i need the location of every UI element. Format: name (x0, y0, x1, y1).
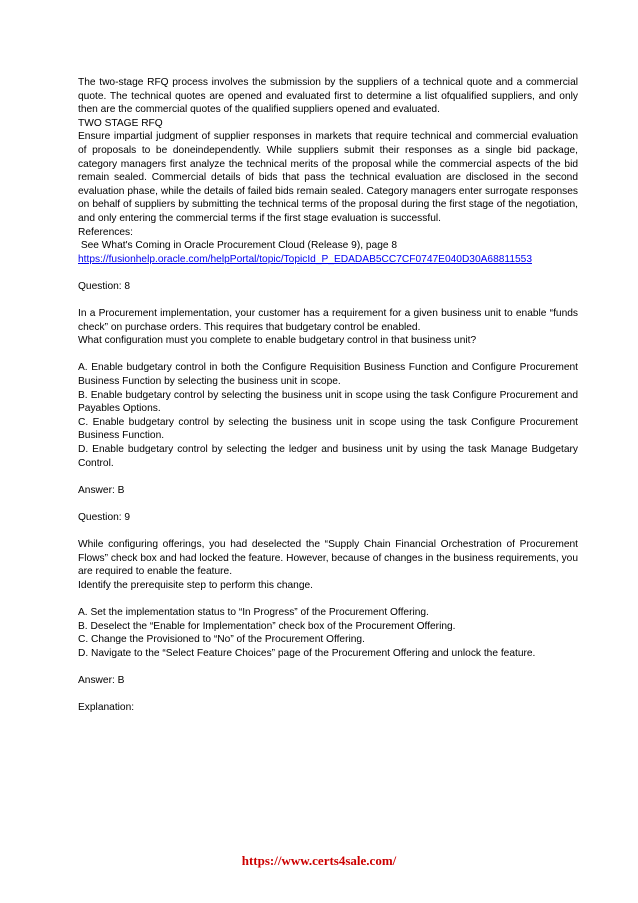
question-8-answer: Answer: B (78, 484, 125, 496)
question-8-body: In a Procurement implementation, your customer has a requirement for a given business unit to enable “funds check” on purchase orders. This requires that budgetary control be enabled. (78, 308, 578, 333)
references-label: References: (78, 226, 133, 238)
question-8-option-d: D. Enable budgetary control by selecting the ledger and business unit by using the task Manage Budgetary Control. (78, 444, 578, 469)
section-heading: TWO STAGE RFQ (78, 117, 163, 129)
explanation-label: Explanation: (78, 702, 135, 714)
question-9-option-b: B. Deselect the “Enable for Implementation” check box of the Procurement Offering. (78, 620, 456, 632)
question-9-title: Question: 9 (78, 512, 131, 523)
question-8-prompt: What configuration must you complete to enable budgetary control in that business unit? (78, 335, 477, 347)
question-8-option-c: C. Enable budgetary control by selecting the business unit in scope using the task Configure Procurement Business Function. (78, 416, 578, 442)
footer-link[interactable]: https://www.certs4sale.com/ (241, 853, 397, 868)
question-9-option-a: A. Set the implementation status to “In Progress” of the Procurement Offering. (78, 607, 429, 619)
question-9-body: While configuring offerings, you had deselected the “Supply Chain Financial Orchestration of Procurement Flows” check box and had locked the feature. However, because of changes in the business requirements, you are required to enable the feature. (78, 539, 578, 578)
two-stage-rfq-description: Ensure impartial judgment of supplier responses in markets that require technical and commercial evaluation of proposals to be doneindependently. While suppliers submit their responses as a single bid package, category managers first analyze the technical merits of the proposal while the commercial aspects of the bid remain sealed. Commercial details of bids that pass the technical evaluation are disclosed in the second evaluation phase, while the details of failed bids remain sealed. Category managers enter surrogate responses on behalf of suppliers by submitting the technical terms of the proposal during the first stage of the negotiation, and only entering the commercial terms if the first stage evaluation is successful. (78, 131, 578, 224)
question-9-option-d: D. Navigate to the “Select Feature Choices” page of the Procurement Offering and unlock the feature. (78, 647, 536, 659)
intro-paragraph: The two-stage RFQ process involves the submission by the suppliers of a technical quote and a commercial quote. The technical quotes are opened and evaluated first to determine a list ofqualified suppliers, and only then are the commercial quotes of the qualified suppliers opened and evaluated. (78, 77, 578, 116)
question-9-prompt: Identify the prerequisite step to perform this change. (78, 579, 314, 591)
reference-link[interactable]: https://fusionhelp.oracle.com/helpPortal/topic/TopicId_P_EDADAB5CC7CF0747E040D30A68811553 (78, 253, 532, 265)
question-8-option-b: B. Enable budgetary control by selecting the business unit in scope using the task Configure Procurement and Payables Options. (78, 389, 578, 415)
question-8-title: Question: 8 (78, 280, 131, 292)
page-content (78, 76, 578, 715)
reference-text: See What's Coming in Oracle Procurement Cloud (Release 9), page 8 (78, 240, 398, 252)
question-8-option-a: A. Enable budgetary control in both the Configure Requisition Business Function and Configure Procurement Business Function by selecting the business unit in scope. (78, 362, 578, 388)
question-9-option-c: C. Change the Provisioned to “No” of the Procurement Offering. (78, 634, 365, 646)
question-9-answer: Answer: B (78, 675, 125, 687)
